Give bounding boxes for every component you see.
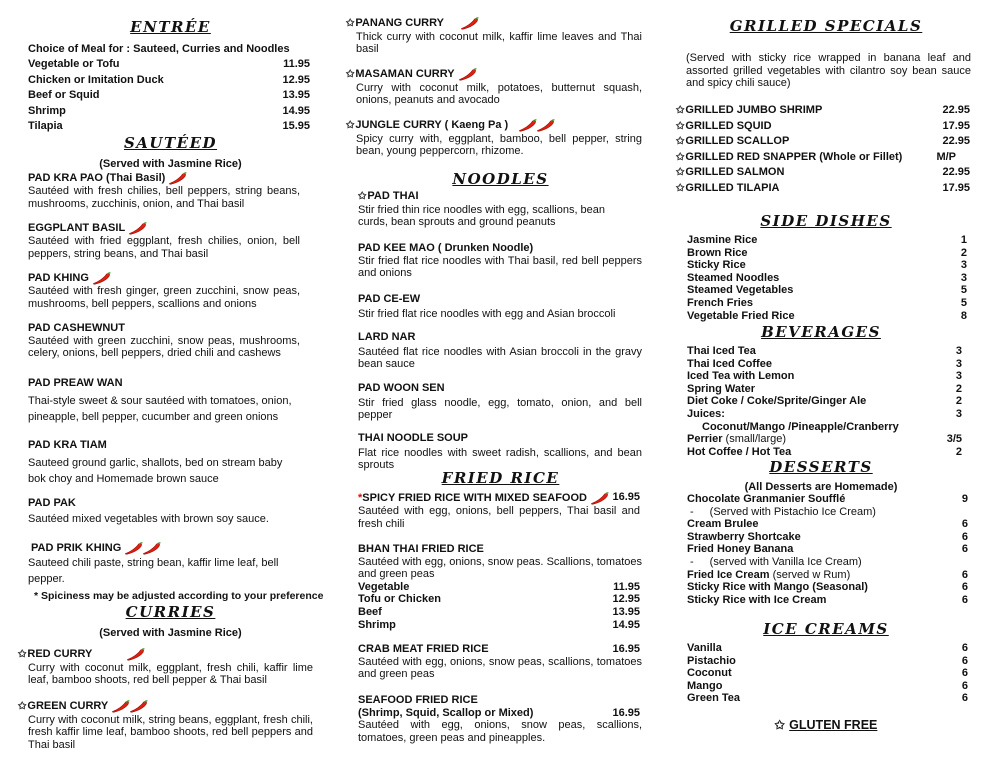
beverage-row: Perrier (small/large) 3/5 xyxy=(687,433,962,446)
star-icon: ✩ xyxy=(18,648,27,660)
side-row: Vegetable Fried Rice 8 xyxy=(687,309,967,322)
chili-icon xyxy=(128,221,148,235)
star-icon: ✩ xyxy=(676,151,685,163)
item-price: 16.95 xyxy=(612,643,640,655)
menu-item xyxy=(28,221,300,260)
item-name: THAI NOODLE SOUP xyxy=(358,432,469,444)
item-price: 16.95 xyxy=(612,706,640,719)
item-name: PAD KEE MAO ( Drunken Noodle) xyxy=(358,242,534,254)
item-description: Sautéed with egg, onions, snow peas, scallions, tomatoes and green peas xyxy=(358,655,642,681)
item-description: Sautéed with green zucchini, snow peas, mushrooms, celery, onions, bell peppers, dried chili and cashews xyxy=(28,334,300,360)
menu-item xyxy=(18,699,313,751)
grilled-row: ✩GRILLED RED SNAPPER (Whole or Fillet) M/P xyxy=(676,150,956,163)
item-description: Sautéed flat rice noodles with Asian broccoli in the gravy bean sauce xyxy=(358,345,642,371)
item-description: Sautéed with fried eggplant, fresh chilies, onion, bell peppers, string beans, and Thai basil xyxy=(28,235,300,260)
item-description: Thick curry with coconut milk, kaffir lime leaves and Thai basil xyxy=(356,30,642,56)
star-icon: ✩ xyxy=(676,136,685,147)
menu-item xyxy=(28,541,301,587)
beverages-list xyxy=(687,345,962,458)
price-option: Beef 13.95 xyxy=(358,605,640,618)
item-description: Sautéed with fresh ginger, green zucchini, snow peas, mushrooms, bell peppers, scallions and onions xyxy=(28,285,300,310)
fried-rice-heading: FRIED RICE xyxy=(441,469,560,487)
chili-icon xyxy=(92,271,112,285)
beverage-row: Diet Coke / Coke/Sprite/Ginger Ale 2 xyxy=(687,395,962,408)
entree-row: Shrimp 14.95 xyxy=(28,104,310,117)
star-icon: ✩ xyxy=(774,718,785,732)
menu-item xyxy=(358,382,642,422)
item-description: Stir fried flat rice noodles with egg and Asian broccoli xyxy=(358,307,616,320)
star-icon: ✩ xyxy=(676,182,685,194)
side-row: Brown Rice 2 xyxy=(687,246,967,259)
item-subtitle: (Shrimp, Squid, Scallop or Mixed) xyxy=(358,706,534,719)
menu-item xyxy=(358,293,642,320)
star-icon: ✩ xyxy=(18,700,27,712)
item-name: JUNGLE CURRY ( Kaeng Pa ) xyxy=(355,118,509,131)
item-description: Spicy curry with, eggplant, bamboo, bell pepper, string bean, young peppercorn, rhizome. xyxy=(356,132,642,158)
dessert-row: Chocolate Granmanier Soufflé 9 xyxy=(687,493,968,505)
entree-price-list xyxy=(28,58,310,136)
entree-row: Tilapia 15.95 xyxy=(28,120,310,132)
item-description: Sautéed with egg, onions, snow peas, scallions, tomatoes, green peas and pineapples. xyxy=(358,719,642,744)
star-icon: ✩ xyxy=(676,105,685,116)
menu-item xyxy=(358,432,642,472)
item-name: PANANG CURRY xyxy=(355,16,445,29)
menu-item xyxy=(348,190,642,229)
item-name: PAD WOON SEN xyxy=(358,382,445,394)
beverage-row: Spring Water 2 xyxy=(687,382,962,395)
item-name: PAD KHING xyxy=(28,271,89,284)
item-description: Sautéed mixed vegetables with brown soy sauce. xyxy=(28,512,269,525)
item-description: Sauteed chili paste, string bean, kaffir lime leaf, bell pepper. xyxy=(28,557,279,585)
side-row: Steamed Vegetables 5 xyxy=(687,284,967,297)
curries-heading: CURRIES xyxy=(125,603,216,621)
ice-cream-row: Mango 6 xyxy=(687,679,968,692)
item-name: BHAN THAI FRIED RICE xyxy=(358,543,484,555)
star-icon: ✩ xyxy=(676,167,685,178)
item-name: EGGPLANT BASIL xyxy=(28,221,126,234)
ice-cream-row: Pistachio 6 xyxy=(687,654,968,667)
side-row: Jasmine Rice 1 xyxy=(687,234,967,246)
item-description: Curry with coconut milk, potatoes, butternut squash, onions, peanuts and avocado xyxy=(356,81,642,107)
menu-item xyxy=(358,694,642,744)
item-description: Stir fried glass noodle, egg, tomato, onion, and bell pepper xyxy=(358,396,642,422)
desserts-list xyxy=(687,493,968,606)
curries-subtitle: (Served with Jasmine Rice) xyxy=(99,627,242,639)
dessert-row: Sticky Rice with Ice Cream 6 xyxy=(687,593,968,606)
item-description: Stir fried thin rice noodles with egg, scallions, bean curds, bean sprouts and ground peanuts xyxy=(358,203,606,229)
menu-item xyxy=(346,118,642,158)
chili-icon xyxy=(126,647,146,661)
sauteed-heading: SAUTÉED xyxy=(123,134,218,152)
menu-item xyxy=(358,242,642,280)
entree-heading: ENTRÉE xyxy=(130,18,211,36)
side-row: French Fries 5 xyxy=(687,296,967,309)
item-name: PAD KRA TIAM xyxy=(28,439,107,451)
grilled-row: ✩GRILLED SALMON 22.95 xyxy=(676,166,970,178)
menu-item xyxy=(28,271,300,310)
item-name: CRAB MEAT FRIED RICE xyxy=(358,643,489,655)
entree-choice: Choice of Meal for : Sauteed, Curries and Noodles xyxy=(28,43,290,55)
grilled-row: ✩GRILLED JUMBO SHRIMP 22.95 xyxy=(676,104,970,116)
dessert-note: - (Served with Pistachio Ice Cream) xyxy=(690,505,876,518)
item-name: PAD PRIK KHING xyxy=(31,541,122,554)
grilled-list xyxy=(676,104,970,197)
side-row: Steamed Noodles 3 xyxy=(687,271,967,284)
sauteed-subtitle: (Served with Jasmine Rice) xyxy=(99,158,242,170)
item-name: SEAFOOD FRIED RICE xyxy=(358,694,478,706)
juice-options: Coconut/Mango /Pineapple/Cranberry xyxy=(702,420,899,433)
grilled-note: (Served with sticky rice wrapped in banana leaf and assorted grilled vegetables with cilantro soy bean sauce and spicy chili sauce) xyxy=(686,52,971,90)
chili-icon xyxy=(590,491,610,505)
menu-item xyxy=(28,439,300,487)
item-name: PAD PAK xyxy=(28,497,76,509)
chili-icon xyxy=(168,171,188,185)
menu-item xyxy=(346,16,642,56)
menu-item xyxy=(358,491,640,530)
desserts-heading: DESSERTS xyxy=(769,458,873,476)
chili-icon xyxy=(518,118,538,132)
item-description: Sautéed with egg, onions, snow peas. Scallions, tomatoes and green peas xyxy=(358,555,642,581)
item-name: GREEN CURRY xyxy=(27,699,109,712)
star-icon: ✩ xyxy=(346,119,355,131)
side-dishes-heading: SIDE DISHES xyxy=(760,212,892,230)
menu-item xyxy=(28,377,308,425)
star-icon: ✩ xyxy=(346,17,355,29)
item-name: PAD THAI xyxy=(367,190,419,202)
menu-item xyxy=(358,643,642,681)
entree-row: Vegetable or Tofu 11.95 xyxy=(28,58,310,70)
chili-icon xyxy=(460,16,480,30)
gluten-free-legend: ✩ GLUTEN FREE xyxy=(774,718,878,732)
item-price: 16.95 xyxy=(612,491,640,503)
item-description: Sauteed ground garlic, shallots, bed on stream baby bok choy and Homemade brown sauce xyxy=(28,456,283,485)
chili-icon xyxy=(124,541,144,555)
item-name: RED CURRY xyxy=(27,647,93,660)
item-description: Sautéed with fresh chilies, bell peppers, string beans, mushrooms, zucchinis, onion, and Thai basil xyxy=(28,185,300,210)
grilled-heading: GRILLED SPECIALS xyxy=(729,17,923,35)
dessert-row: Fried Ice Cream (served w Rum) 6 xyxy=(687,568,968,581)
ice-cream-row: Coconut 6 xyxy=(687,667,968,680)
item-name: PAD CASHEWNUT xyxy=(28,322,125,334)
price-options xyxy=(358,581,640,631)
beverage-row: Juices: 3 xyxy=(687,407,962,420)
menu-item xyxy=(358,543,642,631)
dessert-row: Fried Honey Banana 6 xyxy=(687,543,968,556)
ice-cream-row: Vanilla 6 xyxy=(687,642,968,654)
chili-icon xyxy=(129,699,149,713)
menu-item xyxy=(28,171,300,210)
item-name: PAD PREAW WAN xyxy=(28,377,123,389)
item-description: Thai-style sweet & sour sautéed with tomatoes, onion, pineapple, bell pepper, cucumber and green onions xyxy=(28,394,292,423)
item-name: PAD KRA PAO (Thai Basil) xyxy=(28,171,166,184)
chili-icon xyxy=(111,699,131,713)
dessert-row: Cream Brulee 6 xyxy=(687,518,968,531)
ice-creams-heading: ICE CREAMS xyxy=(763,620,889,638)
chili-icon xyxy=(458,67,478,81)
beverage-row: Thai Iced Coffee 3 xyxy=(687,357,962,370)
item-description: Curry with coconut milk, string beans, eggplant, fresh chili, fresh kaffir lime leaf, bamboo shoots, red bell peppers and Thai basil xyxy=(28,713,313,751)
price-option: Shrimp 14.95 xyxy=(358,618,640,631)
desserts-subtitle: (All Desserts are Homemade) xyxy=(744,481,898,493)
star-icon: ✩ xyxy=(346,68,355,80)
item-description: Flat rice noodles with sweet radish, scallions, and bean sprouts xyxy=(358,446,642,472)
grilled-row: ✩GRILLED SQUID 17.95 xyxy=(676,119,970,132)
beverage-row: Thai Iced Tea 3 xyxy=(687,345,962,357)
item-name: MASAMAN CURRY xyxy=(355,67,455,80)
item-description: Stir fried flat rice noodles with Thai basil, red bell peppers and onions xyxy=(358,254,642,280)
grilled-row: ✩GRILLED SCALLOP 22.95 xyxy=(676,135,970,147)
ice-creams-list xyxy=(687,642,968,705)
star-icon: ✩ xyxy=(676,120,685,132)
price-option: Tofu or Chicken 12.95 xyxy=(358,593,640,606)
entree-row: Chicken or Imitation Duck 12.95 xyxy=(28,73,310,86)
price-option: Vegetable 11.95 xyxy=(358,580,640,593)
dessert-note: - (served with Vanilla Ice Cream) xyxy=(690,555,862,568)
menu-item xyxy=(18,647,313,687)
entree-row: Beef or Squid 13.95 xyxy=(28,89,310,101)
beverages-heading: BEVERAGES xyxy=(761,323,881,341)
spiciness-note: * Spiciness may be adjusted according to your preference xyxy=(34,590,324,602)
menu-item xyxy=(28,322,300,360)
asterisk: * xyxy=(34,590,39,602)
side-dishes-list xyxy=(687,234,967,322)
chili-icon xyxy=(142,541,162,555)
item-description: Sautéed with egg, onions, bell peppers, Thai basil and fresh chili xyxy=(358,505,640,530)
item-description: Curry with coconut milk, eggplant, fresh chili, kaffir lime leaf, bamboo shoots, red bell pepper & Thai basil xyxy=(28,661,313,687)
ice-cream-row: Green Tea 6 xyxy=(687,692,968,705)
dessert-row: Strawberry Shortcake 6 xyxy=(687,530,968,543)
grilled-row: ✩GRILLED TILAPIA 17.95 xyxy=(676,181,970,194)
item-name: LARD NAR xyxy=(358,331,416,343)
side-row: Sticky Rice 3 xyxy=(687,259,967,272)
menu-item xyxy=(358,331,642,371)
dessert-row: Sticky Rice with Mango (Seasonal) 6 xyxy=(687,581,968,594)
menu-item xyxy=(346,67,642,107)
star-icon: ✩ xyxy=(358,191,367,202)
item-name: PAD CE-EW xyxy=(358,293,421,305)
beverage-row: Hot Coffee / Hot Tea 2 xyxy=(687,445,962,458)
asterisk: * xyxy=(358,491,363,504)
beverage-row: Iced Tea with Lemon 3 xyxy=(687,370,962,383)
chili-icon xyxy=(536,118,556,132)
item-name: SPICY FRIED RICE WITH MIXED SEAFOOD xyxy=(362,491,587,504)
menu-item xyxy=(28,497,308,525)
noodles-heading: NOODLES xyxy=(452,170,549,188)
